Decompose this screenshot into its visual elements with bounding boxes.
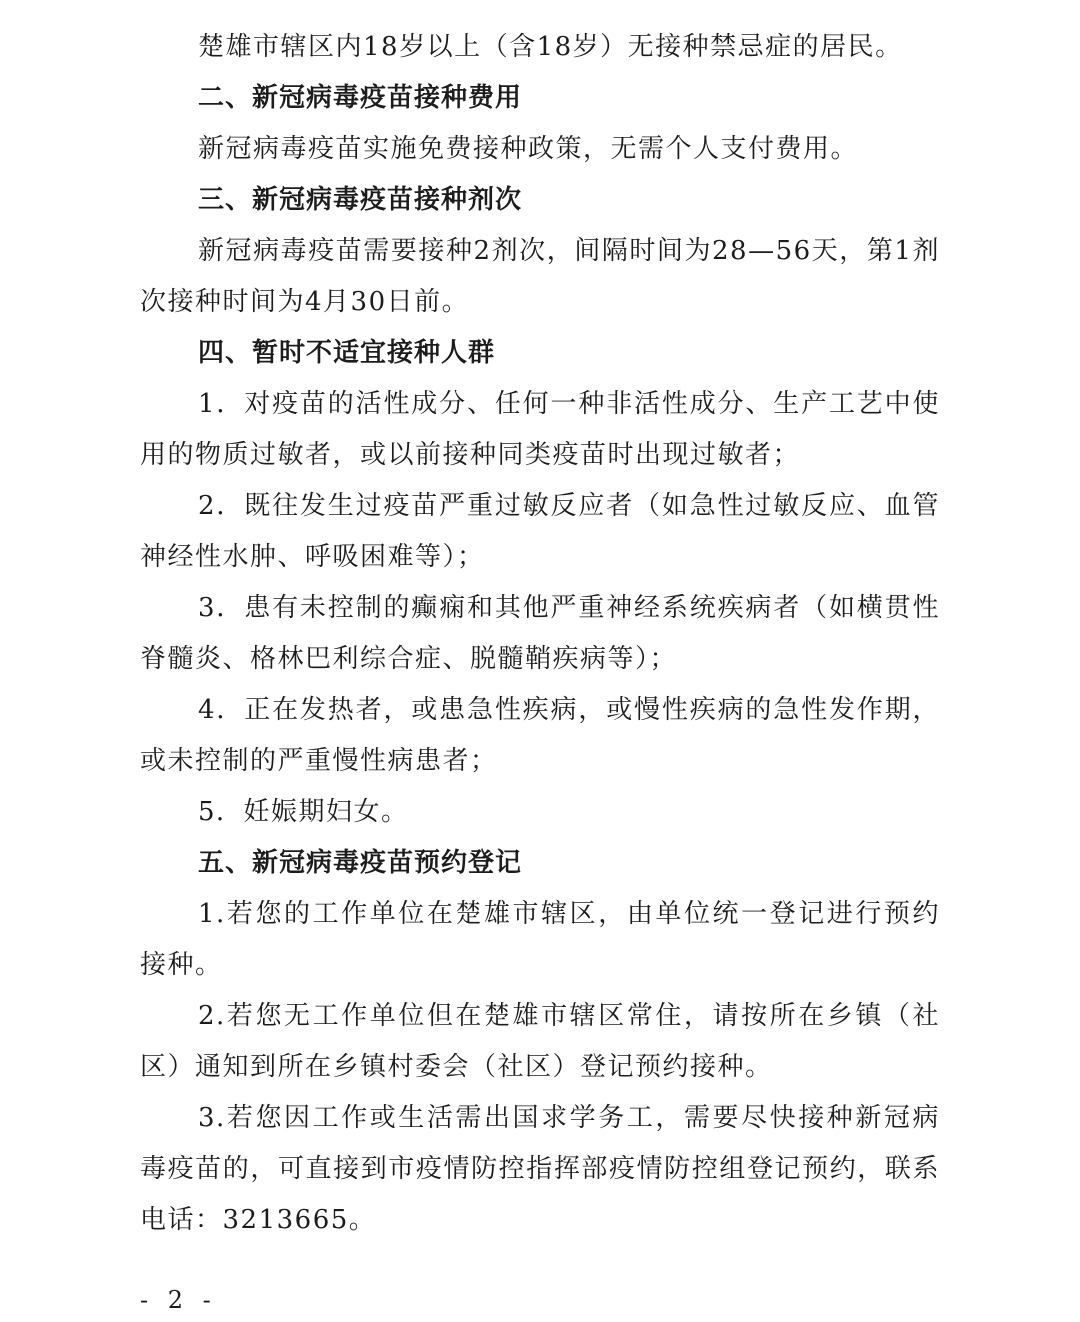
unsuitable-item-1: 1．对疫苗的活性成分、任何一种非活性成分、生产工艺中使用的物质过敏者，或以前接种同类疫苗时出现过敏者； (140, 389, 940, 470)
intro-paragraph: 楚雄市辖区内18岁以上（含18岁）无接种禁忌症的居民。 (198, 32, 903, 62)
registration-item-3: 3.若您因工作或生活需出国求学务工，需要尽快接种新冠病毒疫苗的，可直接到市疫情防控指挥部疫情防控组登记预约，联系电话：3213665。 (140, 1103, 940, 1235)
document-body (140, 22, 940, 1246)
unsuitable-item-5: 5．妊娠期妇女。 (198, 797, 409, 827)
section-heading-unsuitable: 四、暂时不适宜接种人群 (198, 338, 496, 368)
doses-paragraph: 新冠病毒疫苗需要接种2剂次，间隔时间为28—56天，第1剂次接种时间为4月30日前。 (140, 236, 940, 317)
registration-item-1: 1.若您的工作单位在楚雄市辖区，由单位统一登记进行预约接种。 (140, 899, 940, 980)
unsuitable-item-3: 3．患有未控制的癫痫和其他严重神经系统疾病者（如横贯性脊髓炎、格林巴利综合症、脱髓鞘疾病等）； (140, 593, 940, 674)
page-number: - 2 - (140, 1286, 217, 1314)
fee-paragraph: 新冠病毒疫苗实施免费接种政策，无需个人支付费用。 (198, 134, 859, 164)
unsuitable-item-2: 2．既往发生过疫苗严重过敏反应者（如急性过敏反应、血管神经性水肿、呼吸困难等）； (140, 491, 940, 572)
registration-item-2: 2.若您无工作单位但在楚雄市辖区常住，请按所在乡镇（社区）通知到所在乡镇村委会（社区）登记预约接种。 (140, 1001, 940, 1082)
section-heading-registration: 五、新冠病毒疫苗预约登记 (198, 848, 523, 878)
section-heading-fee: 二、新冠病毒疫苗接种费用 (198, 83, 523, 113)
unsuitable-item-4: 4．正在发热者，或患急性疾病，或慢性疾病的急性发作期，或未控制的严重慢性病患者； (140, 695, 940, 776)
section-heading-doses: 三、新冠病毒疫苗接种剂次 (198, 185, 523, 215)
